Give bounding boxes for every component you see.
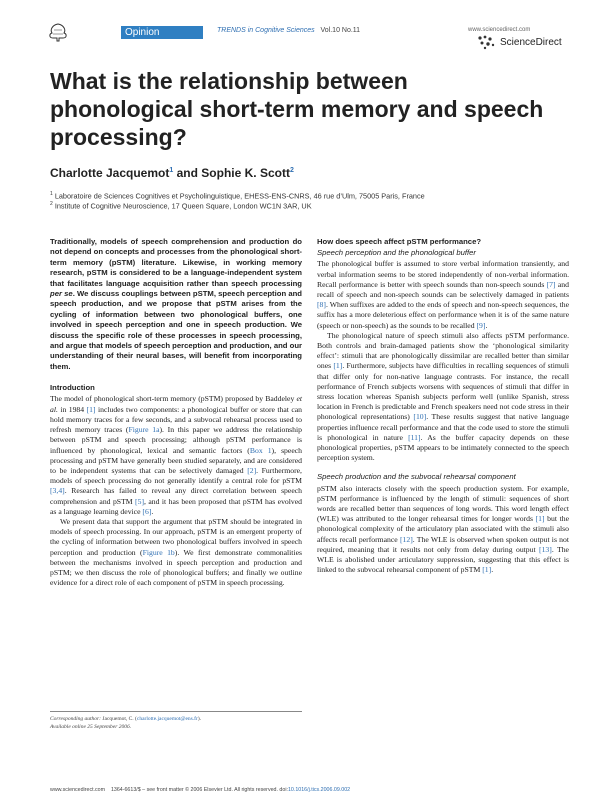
citation-link[interactable]: [10]: [413, 412, 427, 422]
section-heading: Introduction: [50, 383, 95, 393]
online-date: Available online 25 September 2006.: [50, 724, 132, 730]
citation-link[interactable]: [3,4]: [50, 486, 65, 496]
footnote-label: Corresponding author:: [50, 716, 101, 722]
sciencedirect-logo-icon: [476, 34, 496, 50]
email-link[interactable]: charlotte.jacquemot@ens.fr: [136, 716, 198, 722]
paragraph: The phonological nature of speech stimuli also affects pSTM performance. Both controls and brain-damaged patients show the ‘phonological similarity effect’: stimuli that are phonologically dissimilar are recalled better than similar ones [1]. Furthermore, subjects have difficulties in recalling sequences of stimuli that differ only for non-native language contrasts. For instance, the recall performance of French subjects worsens with sequences of stimuli that differ in stress location whereas Spanish subjects perform well (unlike Spanish, stress location in French is predictable and French speakers need not code stress in their phonological representations) [10]. These results suggest that native language properties influence recall performance and that the code used to store the stimuli is phonological in nature [11]. As the buffer capacity depends on these phonological properties, pSTM appears to be intimately connected to the speech perception system.: [317, 330, 570, 463]
author-separator: and: [173, 166, 202, 180]
subsection-heading: Speech production and the subvocal rehearsal component: [317, 472, 516, 482]
footnote: Corresponding author: Jacquemot, C. (charlotte.jacquemot@ens.fr). Available online 25 September 2006.: [50, 711, 302, 731]
paragraph: pSTM also interacts closely with the speech production system. For example, pSTM performance is influenced by the length of stimuli: sequences of short words are recalled better than sequences of long words. This word length effect (WLE) was attributed to the longer rehearsal times for longer words [1] but the phonological complexity of the articulatory plan associated with the stimuli also affects recall performance [12]. The WLE is observed when spoken output is not required, meaning that it results not only from delay during output [13]. The WLE is abolished under articulatory suppression, suggesting that this effect is linked to the subvocal rehearsal component of pSTM [1].: [317, 483, 569, 575]
citation-link[interactable]: [7]: [546, 279, 556, 289]
right-column: [317, 237, 569, 576]
journal-volume: Vol.10 No.11: [320, 27, 361, 34]
citation-link[interactable]: [13]: [539, 544, 552, 554]
section-heading: How does speech affect pSTM performance?: [317, 237, 482, 246]
journal-name: TRENDS in Cognitive Sciences: [217, 27, 315, 34]
doi-link[interactable]: 10.1016/j.tics.2006.09.002: [287, 787, 351, 793]
subsection-heading: Speech perception and the phonological buffer: [317, 248, 476, 258]
box-link[interactable]: Box 1: [249, 445, 272, 455]
abstract: Traditionally, models of speech comprehension and production do not depend on concepts and processes from the phonological short-term memory (pSTM) literature. Likewise, in working memory research, pSTM is considered to be a language-independent system that facilitates language acquisition rather than speech processing per se. We discuss couplings between pSTM, speech perception and speech production, and we propose that pSTM arises from the cycling of information between two phonological buffers, one involved in speech perception and one in speech production. We discuss the specific role of these processes in speech processing, and argue that models of speech perception and production, and our understanding of their neural bases, will benefit from incorporating them.: [50, 237, 303, 371]
citation-link[interactable]: [8]: [317, 300, 326, 310]
left-column: [50, 237, 302, 588]
affiliation-marker[interactable]: 2: [289, 167, 294, 174]
figure-link[interactable]: Figure 1b: [142, 547, 175, 557]
affiliation: [50, 201, 312, 210]
affiliation-text: Institute of Cognitive Neuroscience, 17 Queen Square, London WC1N 3AR, UK: [54, 201, 312, 211]
section-badge: Opinion: [121, 26, 203, 39]
affiliation-number: 2: [50, 201, 53, 207]
citation-link[interactable]: [1]: [333, 361, 343, 371]
figure-link[interactable]: Figure 1a: [128, 425, 160, 435]
citation-link[interactable]: [1]: [535, 514, 545, 524]
paragraph: The model of phonological short-term memory (pSTM) proposed by Baddeley et al. in 1984 [1] includes two components: a phonological buffer or store that can hold memory traces for a few seconds, and a subvocal rehearsal process used to refresh memory traces (Figure 1a). In this paper we address the relationship between pSTM and speech processing; although pSTM performance is influenced by phonological, lexical and semantic factors (Box 1), speech processing and pSTM have generally been studied separately, and are considered to be independent systems that can be selectively damaged [2]. Furthermore, models of speech processing do not generally identify a central role for pSTM [3,4]. Research has failed to reveal any direct correlation between speech comprehension and pSTM [5], and it has been proposed that pSTM has evolved as a language learning device [6].: [50, 394, 303, 516]
citation-link[interactable]: [5]: [135, 496, 145, 506]
citation-link[interactable]: [9]: [476, 320, 486, 330]
citation-link[interactable]: [12]: [399, 534, 413, 544]
page-footer: [50, 787, 350, 793]
citation-link[interactable]: [2]: [247, 465, 257, 475]
footer-url[interactable]: www.sciencedirect.com: [50, 787, 106, 793]
citation-link[interactable]: [1]: [482, 565, 492, 575]
author-list: [50, 166, 294, 180]
article-title: What is the relationship between phonological short-term memory and speech processing?: [50, 68, 544, 150]
affiliation: [50, 191, 425, 200]
author-name: Sophie K. Scott: [201, 166, 290, 180]
sciencedirect-brand: ScienceDirect: [500, 37, 562, 48]
affiliation-marker[interactable]: 1: [169, 167, 174, 174]
citation-link[interactable]: [1]: [86, 404, 96, 414]
citation-link[interactable]: [6]: [142, 506, 152, 516]
paragraph: We present data that support the argument that pSTM should be integrated in models of speech processing. In our approach, pSTM is an emergent property of the cycling of information between two phonological buffers involved in speech perception and production (Figure 1b). We first demonstrate commonalities between the mechanisms involved in speech perception and production and pSTM; we then discuss the role of phonological buffers; and finally we outline evidence for a direct role of each component of pSTM in speech processing.: [50, 516, 302, 588]
affiliation-text: Laboratoire de Sciences Cognitives et Psycholinguistique, EHESS-ENS-CNRS, 46 rue d’Ulm, 75005 Paris, France: [54, 191, 425, 201]
author-name: Charlotte Jacquemot: [50, 166, 170, 180]
sciencedirect-url[interactable]: www.sciencedirect.com: [468, 27, 531, 33]
journal-info: [217, 27, 360, 34]
affiliation-number: 1: [50, 191, 53, 197]
citation-link[interactable]: [11]: [408, 432, 421, 442]
footer-issn: 1364-6613/$ – see front matter © 2006 Elsevier Ltd. All rights reserved. doi:: [110, 787, 288, 793]
elsevier-tree-icon: [46, 22, 70, 42]
paragraph: The phonological buffer is assumed to store verbal information transiently, and verbal information seems to be stored independently of non-verbal information. Recall performance is better with speech sounds than non-speech sounds [7] and recall of speech and non-speech sounds can be selectively damaged in patients [8]. When suffixes are added to the ends of speech and non-speech sequences, the suffix has a more deleterious effect on performance when it is of the same nature (speech or non-speech) as the sounds to be recalled [9].: [317, 259, 569, 330]
